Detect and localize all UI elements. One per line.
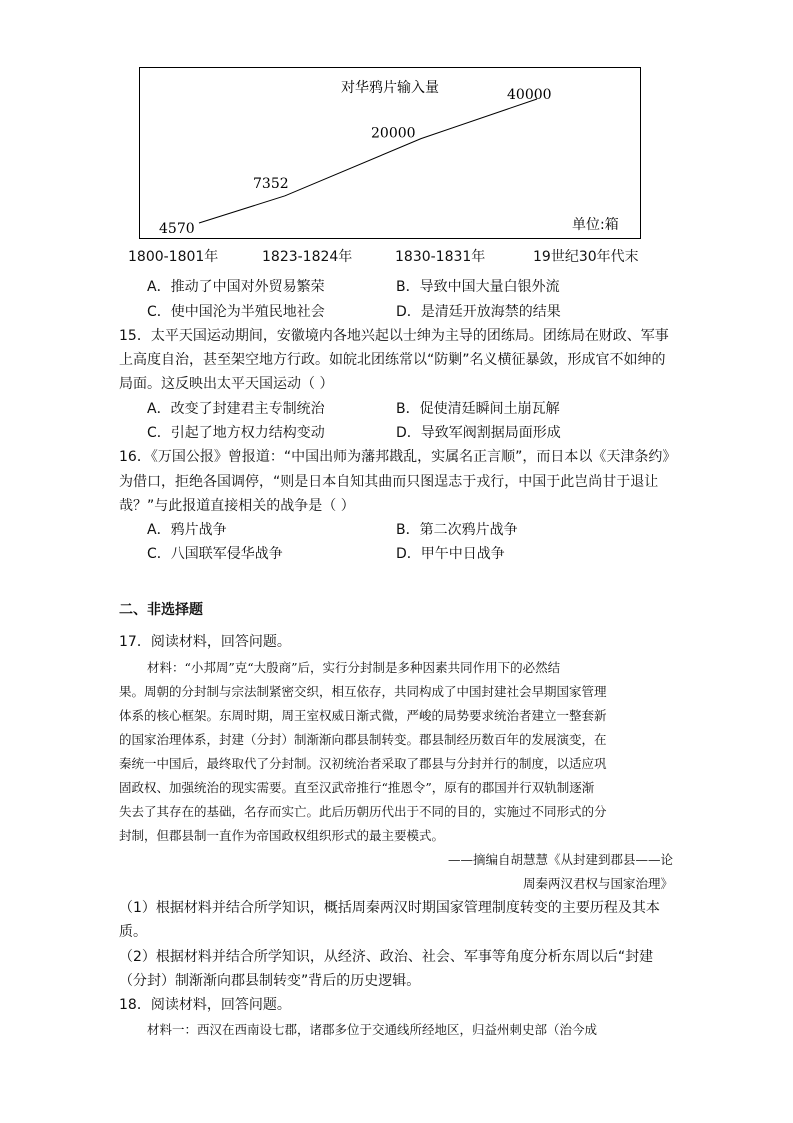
chart-data-label: 7352 <box>253 175 289 192</box>
q17-sub1-line2: 质。 <box>119 924 147 940</box>
q14-option-c: C．使中国沦为半殖民地社会 <box>147 304 325 320</box>
q17-material-line: 体系的核心框架。东周时期，周王室权威日渐式微，严峻的局势要求统治者建立一整套新 <box>119 708 607 723</box>
q14-option-a: A．推动了中国对外贸易繁荣 <box>147 279 325 295</box>
q17-stem: 17．阅读材料，回答问题。 <box>119 634 291 650</box>
q17-material-line: 封制，但郡县制一直作为帝国政权组织形式的最主要模式。 <box>119 828 445 843</box>
q15-option-c: C．引起了地方权力结构变动 <box>147 425 325 441</box>
chart-x-tick-label: 19世纪30年代末 <box>533 249 639 265</box>
q17-source-line1: ——摘编自胡慧慧《从封建到郡县——论 <box>447 852 673 867</box>
q17-material-line: 固政权、加强统治的现实需要。直至汉武帝推行“推恩令”，原有的郡国并行双轨制逐渐 <box>119 780 595 795</box>
q15-stem-line1: 15．太平天国运动期间，安徽境内各地兴起以士绅为主导的团练局。团练局在财政、军事 <box>119 328 669 344</box>
q18-material1: 材料一：西汉在西南设七郡，诸郡多位于交通线所经地区，归益州刺史部（治今成 <box>147 1022 598 1037</box>
q16-stem-line3: 哉？”与此报道直接相关的战争是（ ） <box>119 498 355 514</box>
q16-option-b: B．第二次鸦片战争 <box>396 522 518 538</box>
q16-option-a: A．鸦片战争 <box>147 522 227 538</box>
chart-data-label: 20000 <box>371 125 416 142</box>
q15-stem-line3: 局面。这反映出太平天国运动（ ） <box>119 376 334 392</box>
q17-sub1-line1: （1）根据材料并结合所学知识，概括周秦两汉时期国家管理制度转变的主要历程及其本 <box>119 900 660 916</box>
q16-stem-line2: 为借口，拒绝各国调停，“则是日本自知其曲而只图逞志于戎行，中国于此岂尚甘于退让 <box>119 474 659 490</box>
q16-stem-line1: 16．《万国公报》曾报道：“中国出师为藩邦戡乱，实属名正言顺”，而日本以《天津条约》 <box>119 449 677 465</box>
chart-unit-label: 单位:箱 <box>572 217 619 233</box>
q17-sub2-line1: （2）根据材料并结合所学知识，从经济、政治、社会、军事等角度分析东周以后“封建 <box>119 949 654 965</box>
chart-data-label: 40000 <box>507 87 552 103</box>
q18-stem: 18．阅读材料，回答问题。 <box>119 997 291 1013</box>
section-heading: 二、非选择题 <box>119 602 203 618</box>
q17-material-line: 的国家治理体系，封建（分封）制渐渐向郡县制转变。郡县制经历数百年的发展演变，在 <box>119 732 607 747</box>
q17-material-line: 失去了其存在的基础，名存而实亡。此后历朝历代出于不同的目的，实施过不同形式的分 <box>119 804 607 819</box>
chart-title: 对华鸦片输入量 <box>341 80 439 96</box>
q15-option-d: D．导致军阀割据局面形成 <box>396 425 561 441</box>
q15-stem-line2: 上高度自治，甚至架空地方行政。如皖北团练常以“防剿”名义横征暴敛，形成官不如绅的 <box>119 352 666 368</box>
q15-option-b: B．促使清廷瞬间土崩瓦解 <box>396 401 560 417</box>
opium-chart <box>139 67 641 239</box>
chart-x-tick-label: 1800-1801年 <box>128 249 219 265</box>
q17-material-line: 材料：“小邦周”克“大殷商”后，实行分封制是多种因素共同作用下的必然结 <box>147 660 561 675</box>
q17-sub2-line2: （分封）制渐渐向郡县制转变”背后的历史逻辑。 <box>119 973 421 989</box>
chart-data-label: 4570 <box>159 221 195 237</box>
q17-material-line: 秦统一中国后，最终取代了分封制。汉初统治者采取了郡县与分封并行的制度，以适应巩 <box>119 756 607 771</box>
chart-x-tick-label: 1823-1824年 <box>262 249 353 265</box>
chart-series-line <box>199 99 537 223</box>
q17-material-line: 果。周朝的分封制与宗法制紧密交织，相互依存，共同构成了中国封建社会早期国家管理 <box>119 684 607 699</box>
q16-option-d: D．甲午中日战争 <box>396 546 505 562</box>
q16-option-c: C．八国联军侵华战争 <box>147 546 283 562</box>
q14-option-d: D．是清廷开放海禁的结果 <box>396 304 561 320</box>
q14-option-b: B．导致中国大量白银外流 <box>396 279 560 295</box>
chart-x-tick-label: 1830-1831年 <box>395 249 486 265</box>
q17-source-line2: 周秦两汉君权与国家治理》 <box>522 876 673 891</box>
q15-option-a: A．改变了封建君主专制统治 <box>147 401 325 417</box>
